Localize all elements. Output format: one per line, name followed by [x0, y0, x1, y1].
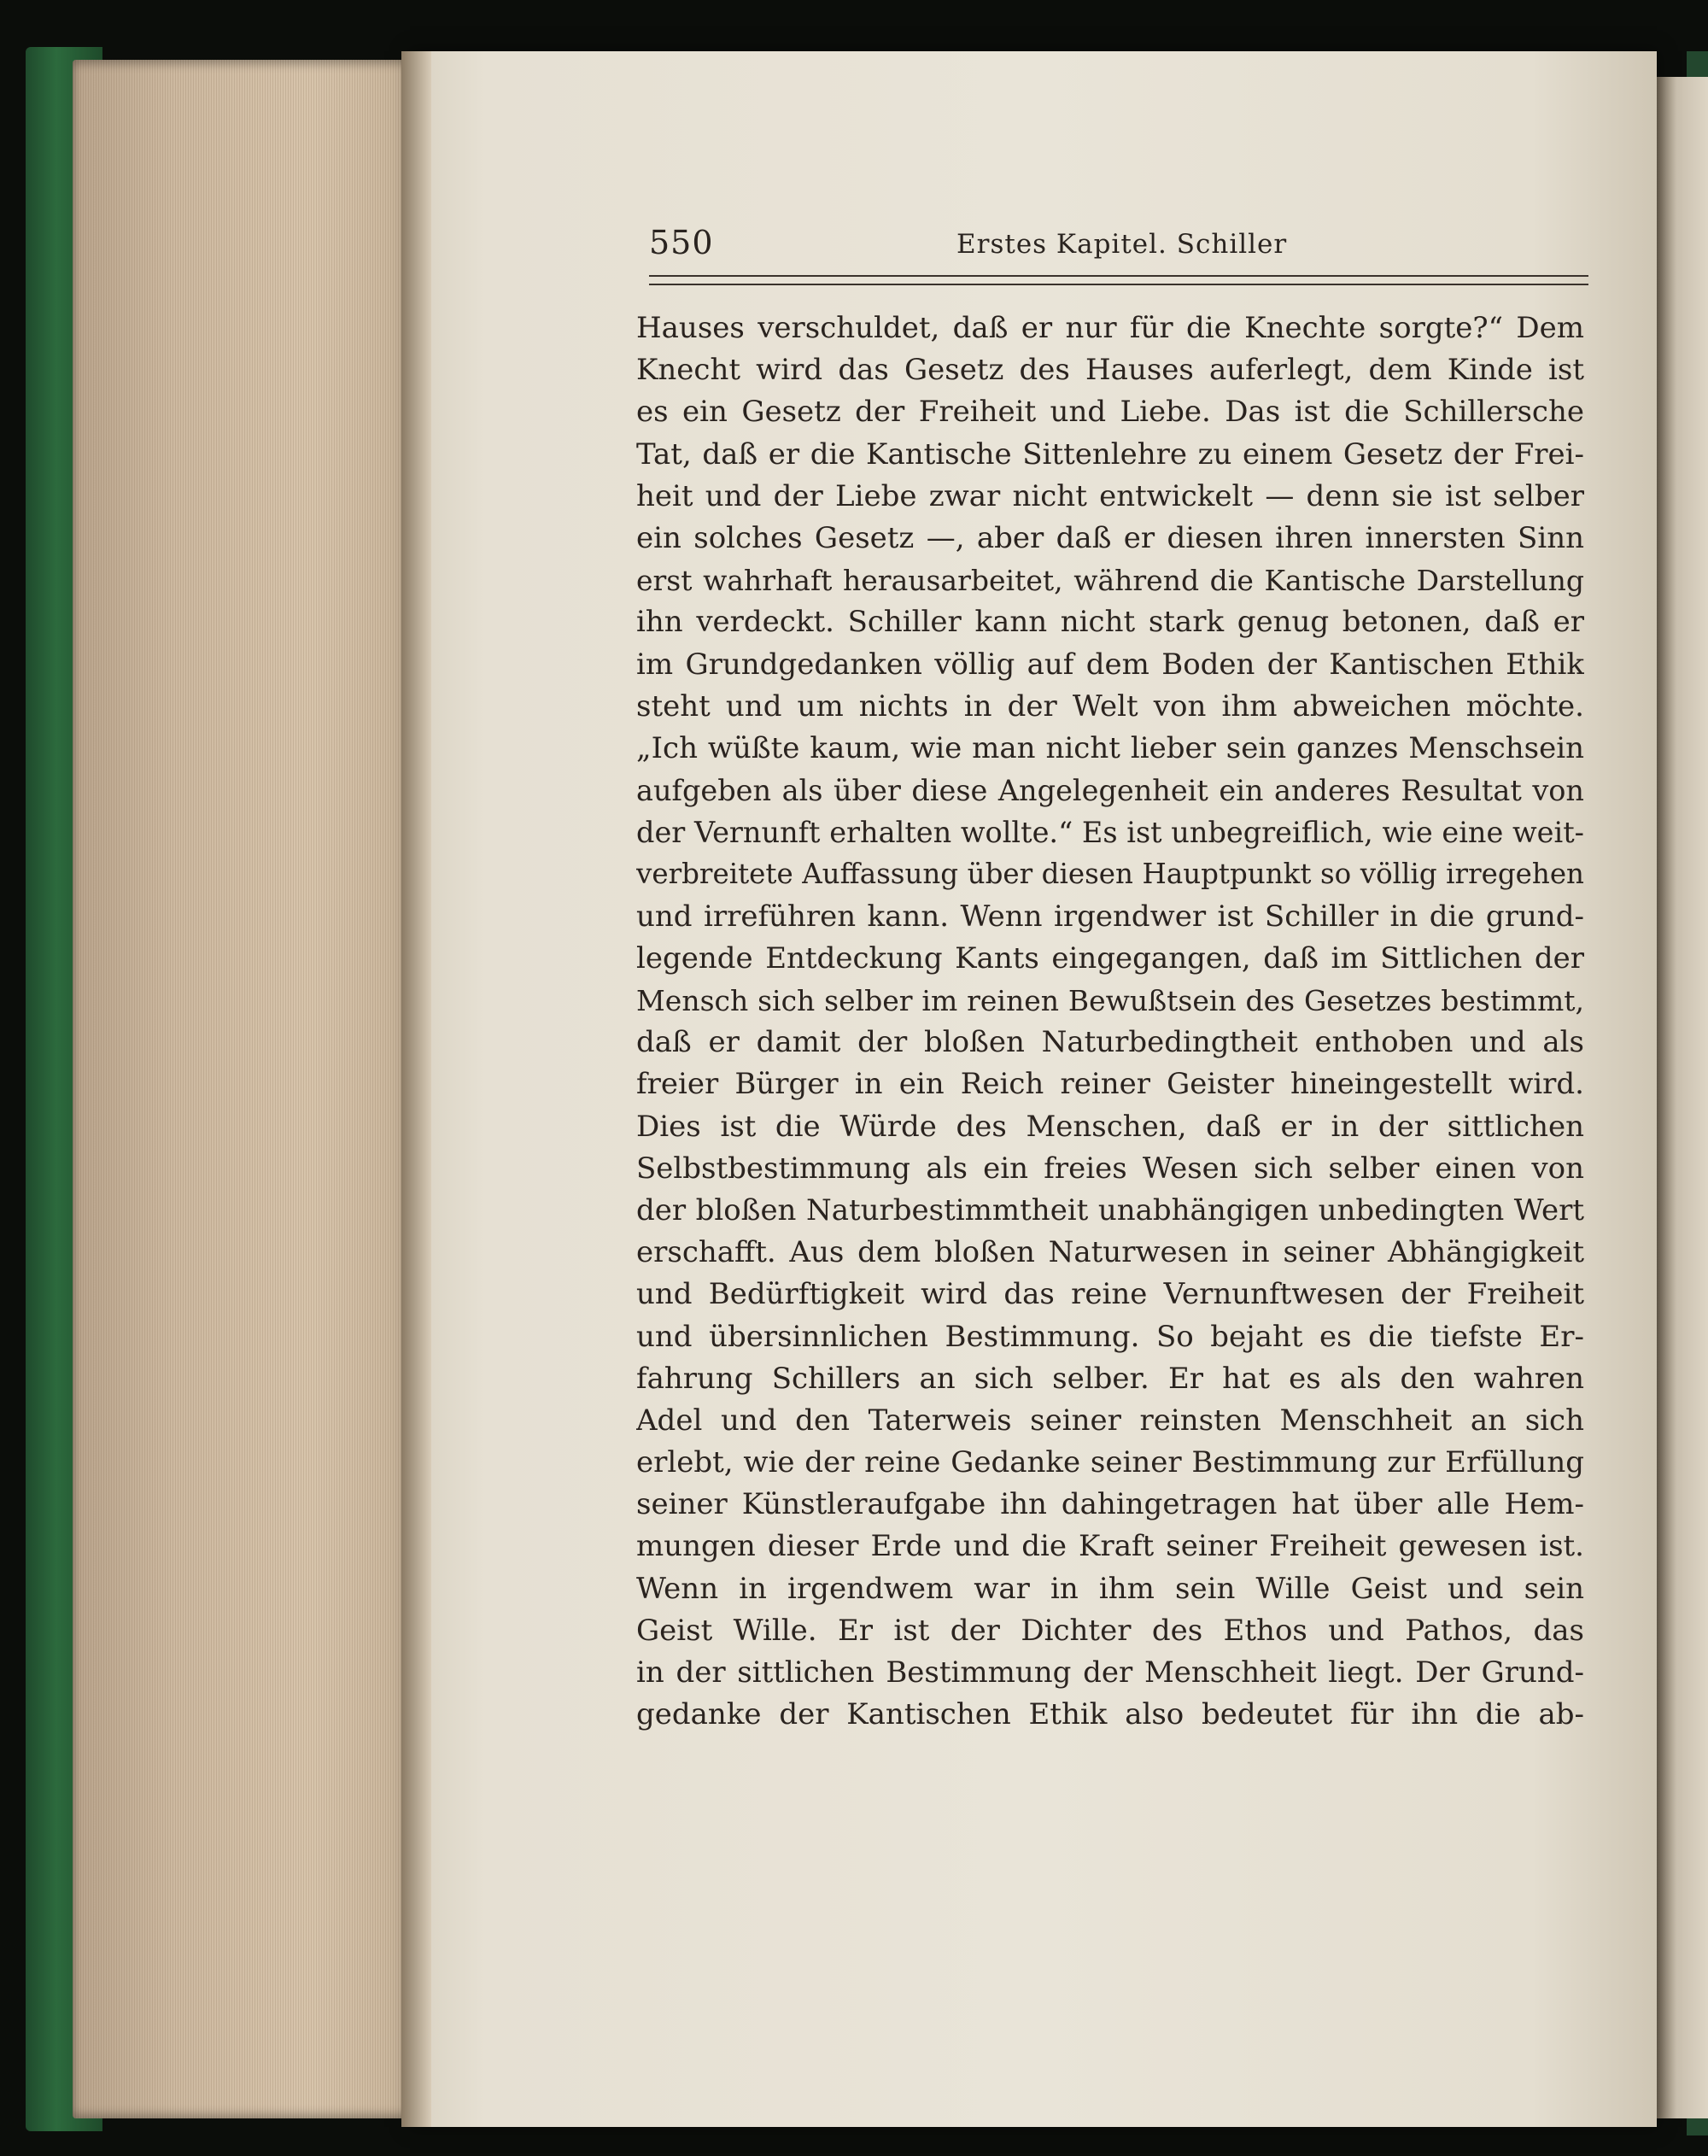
- text-line: Geist Wille. Er ist der Dichter des Ethos und Pathos, das: [636, 1613, 1584, 1648]
- text-line: im Grundgedanken völlig auf dem Boden der Kantischen Ethik: [636, 647, 1584, 682]
- text-line: Knecht wird das Gesetz des Hauses auferlegt, dem Kinde ist: [636, 353, 1584, 388]
- text-line: erlebt, wie der reine Gedanke seiner Bestimmung zur Erfüllung: [636, 1445, 1584, 1480]
- text-line: erschafft. Aus dem bloßen Naturwesen in seiner Abhängigkeit: [636, 1235, 1584, 1270]
- text-line: freier Bürger in ein Reich reiner Geister hineingestellt wird.: [636, 1067, 1584, 1102]
- text-line: und übersinnlichen Bestimmung. So bejaht es die tiefste Er-: [636, 1319, 1584, 1354]
- page-gutter: [401, 51, 431, 2127]
- text-line: es ein Gesetz der Freiheit und Liebe. Das ist die Schillersche: [636, 395, 1584, 430]
- header-rule: [649, 275, 1588, 285]
- text-line: ein solches Gesetz —, aber daß er diesen ihren innersten Sinn: [636, 520, 1584, 555]
- text-line: legende Entdeckung Kants eingegangen, daß im Sittlichen der: [636, 940, 1584, 975]
- text-line: seiner Künstleraufgabe ihn dahingetragen hat über alle Hem-: [636, 1487, 1584, 1522]
- text-line: verbreitete Auffassung über diesen Hauptpunkt so völlig irregehen: [636, 858, 1584, 891]
- text-line: Wenn in irgendwem war in ihm sein Wille Geist und sein: [636, 1571, 1584, 1606]
- text-line: der Vernunft erhalten wollte.“ Es ist unbegreiflich, wie eine weit-: [636, 816, 1584, 850]
- running-head: Erstes Kapitel. Schiller: [956, 229, 1288, 260]
- text-line: Adel und den Taterweis seiner reinsten Menschheit an sich: [636, 1403, 1584, 1438]
- page-header: [649, 224, 1588, 275]
- text-line: steht und um nichts in der Welt von ihm abweichen möchte.: [636, 688, 1584, 724]
- text-line: Mensch sich selber im reinen Bewußtsein des Gesetzes bestimmt,: [636, 984, 1584, 1017]
- text-line: gedanke der Kantischen Ethik also bedeutet für ihn die ab-: [636, 1697, 1584, 1732]
- body-text: [636, 308, 1584, 1736]
- text-line: „Ich wüßte kaum, wie man nicht lieber sein ganzes Menschsein: [636, 730, 1584, 765]
- text-line: erst wahrhaft herausarbeitet, während die Kantische Darstellung: [636, 564, 1584, 598]
- text-line: Tat, daß er die Kantische Sittenlehre zu einem Gesetz der Frei-: [636, 436, 1584, 472]
- facing-page-edge: [1652, 77, 1708, 2118]
- text-line: der bloßen Naturbestimmtheit unabhängigen unbedingten Wert: [636, 1192, 1584, 1227]
- text-line: daß er damit der bloßen Naturbedingtheit enthoben und als: [636, 1025, 1584, 1060]
- text-line: fahrung Schillers an sich selber. Er hat es als den wahren: [636, 1361, 1584, 1396]
- text-line: Hauses verschuldet, daß er nur für die Knechte sorgte?“ Dem: [636, 311, 1584, 345]
- text-line: Selbstbestimmung als ein freies Wesen sich selber einen von: [636, 1151, 1584, 1186]
- text-line: in der sittlichen Bestimmung der Menschheit liegt. Der Grund-: [636, 1655, 1584, 1690]
- page-number: 550: [649, 224, 714, 261]
- text-line: mungen dieser Erde und die Kraft seiner Freiheit gewesen ist.: [636, 1529, 1584, 1564]
- page-edges-stack: [73, 60, 414, 2118]
- text-line: und Bedürftigkeit wird das reine Vernunftwesen der Freiheit: [636, 1277, 1584, 1312]
- text-line: und irreführen kann. Wenn irgendwer ist Schiller in die grund-: [636, 899, 1584, 934]
- text-line: Dies ist die Würde des Menschen, daß er in der sittlichen: [636, 1109, 1584, 1144]
- text-line: heit und der Liebe zwar nicht entwickelt — denn sie ist selber: [636, 478, 1584, 513]
- text-line: ihn verdeckt. Schiller kann nicht stark genug betonen, daß er: [636, 605, 1584, 640]
- text-line: aufgeben als über diese Angelegenheit ein anderes Resultat von: [636, 774, 1584, 808]
